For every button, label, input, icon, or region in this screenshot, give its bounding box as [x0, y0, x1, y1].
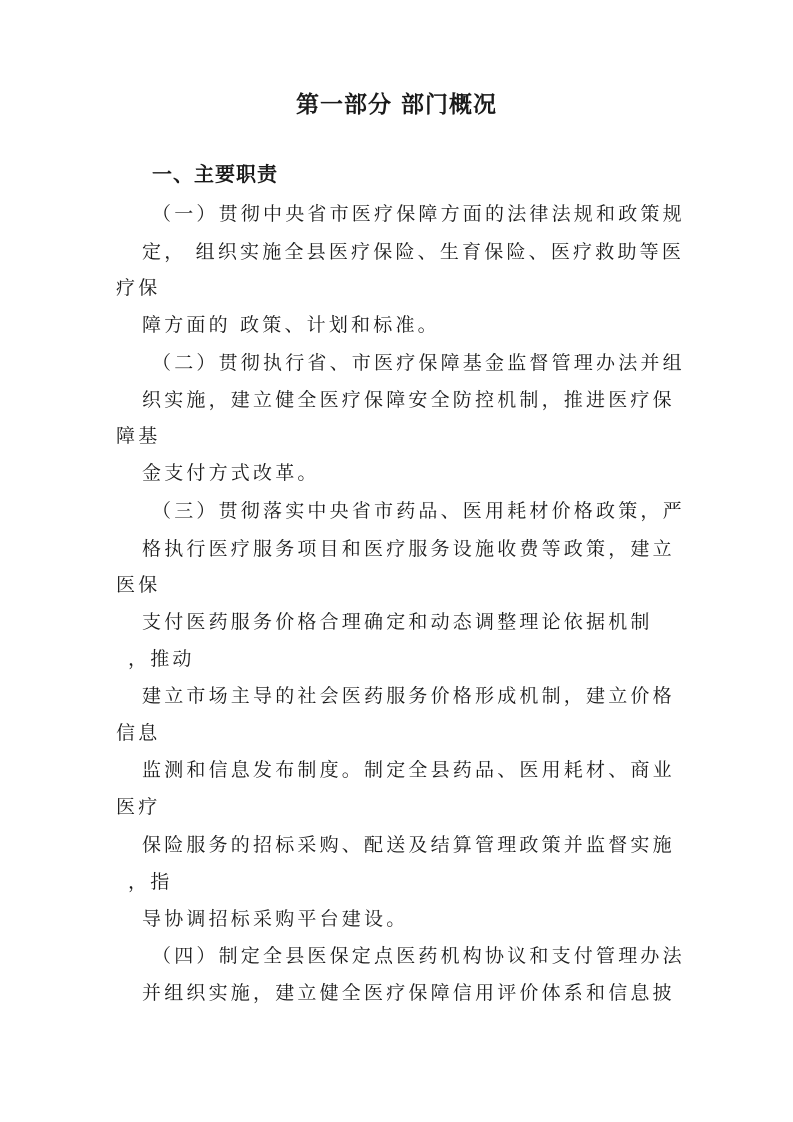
section-heading: 一、主要职责 [152, 162, 278, 186]
page-title: 第一部分 部门概况 [295, 92, 497, 118]
text-line: 金支付方式改革。 [142, 462, 320, 484]
text-line: 导协调招标采购平台建设。 [142, 908, 409, 930]
text-line: 定， 组织实施全县医疗保险、生育保险、医疗救助等医 [142, 241, 685, 263]
text-line: ，推动 [128, 648, 195, 670]
text-line: 格执行医疗服务项目和医疗服务设施收费等政策，建立 [142, 538, 675, 560]
text-line: 保险服务的招标采购、配送及结算管理政策并监督实施 [142, 834, 675, 856]
text-line: 信息 [116, 722, 161, 744]
text-line: （二）贯彻执行省、市医疗保障基金监督管理办法并组 [152, 352, 685, 374]
text-line: 疗保 [116, 277, 161, 299]
text-line: 医保 [116, 574, 161, 596]
text-line: （一）贯彻中央省市医疗保障方面的法律法规和政策规 [152, 203, 685, 225]
text-line: 织实施，建立健全医疗保障安全防控机制，推进医疗保 [142, 389, 675, 411]
text-line: 医疗 [116, 796, 161, 818]
text-line: 并组织实施，建立健全医疗保障信用评价体系和信息披 [142, 982, 675, 1004]
text-line: （三）贯彻落实中央省市药品、医用耗材价格政策，严 [152, 500, 685, 522]
text-line: ，指 [128, 871, 173, 893]
text-line: （四）制定全县医保定点医药机构协议和支付管理办法 [152, 945, 685, 967]
text-line: 支付医药服务价格合理确定和动态调整理论依据机制 [142, 611, 653, 633]
text-line: 障方面的 政策、计划和标准。 [142, 314, 440, 336]
text-line: 建立市场主导的社会医药服务价格形成机制，建立价格 [142, 685, 675, 707]
text-line: 监测和信息发布制度。制定全县药品、医用耗材、商业 [142, 759, 675, 781]
text-line: 障基 [116, 425, 161, 447]
